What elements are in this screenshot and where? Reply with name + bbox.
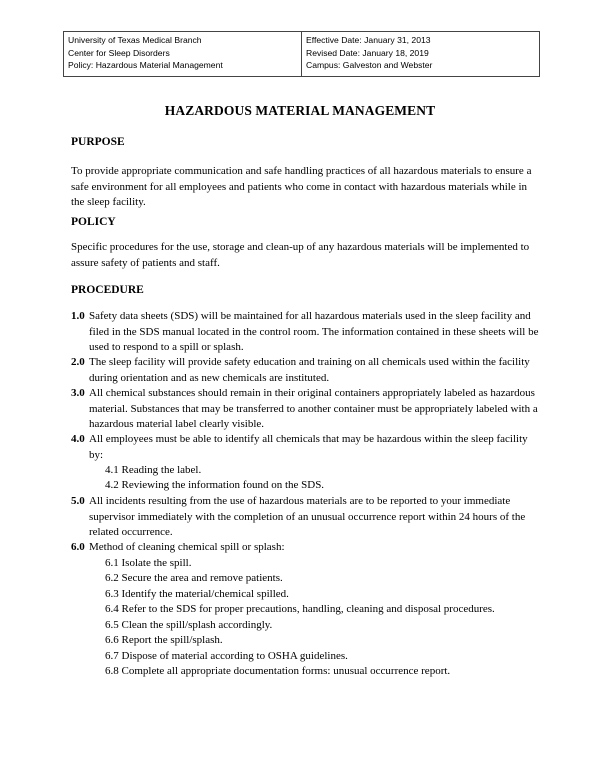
sub-item-4-1: 4.1 Reading the label. xyxy=(105,464,202,476)
procedure-item-1 xyxy=(71,309,541,356)
sub-item-6-2: 6.2 Secure the area and remove patients. xyxy=(105,572,283,584)
procedure-item-2 xyxy=(71,355,541,386)
sub-item-6-3: 6.3 Identify the material/chemical spilled. xyxy=(105,588,289,600)
procedure-item-3 xyxy=(71,386,541,433)
procedure-item-text: All employees must be able to identify all chemicals that may be hazardous within the sleep facility by: xyxy=(89,433,528,461)
procedure-item-number: 6.0 xyxy=(71,541,85,553)
sub-item-6-5: 6.5 Clean the spill/splash accordingly. xyxy=(105,619,273,631)
header-right-cell xyxy=(302,32,539,76)
procedure-item-number: 3.0 xyxy=(71,387,85,399)
sub-item-6-4: 6.4 Refer to the SDS for proper precautions, handling, cleaning and disposal procedures. xyxy=(105,603,495,615)
sub-item-6-8: 6.8 Complete all appropriate documentation forms: unusual occurrence report. xyxy=(105,665,451,677)
sub-item-6-1: 6.1 Isolate the spill. xyxy=(105,557,192,569)
sub-item-4-2: 4.2 Reviewing the information found on the SDS. xyxy=(105,479,325,491)
procedure-item-text: The sleep facility will provide safety education and training on all chemicals used within the facility during orientation and as new chemicals are instituted. xyxy=(89,356,530,384)
procedure-item-6 xyxy=(71,540,541,556)
purpose-heading: PURPOSE xyxy=(71,136,125,148)
header-institution: University of Texas Medical Branch xyxy=(68,35,202,45)
sub-item-6-6: 6.6 Report the spill/splash. xyxy=(105,634,223,646)
sub-item-6-7: 6.7 Dispose of material according to OSHA guidelines. xyxy=(105,650,348,662)
procedure-item-text: All incidents resulting from the use of hazardous materials are to be reported to your immediate supervisor immediately with the completion of an unusual occurrence report within 24 hours of the related occurrence. xyxy=(89,495,526,538)
procedure-item-text: Safety data sheets (SDS) will be maintained for all hazardous materials used in the sleep facility and filed in the SDS manual located in the control room. The information contained in these sheets will be used to respond to a spill or splash. xyxy=(89,310,539,353)
header-left-cell xyxy=(64,32,302,76)
procedure-item-number: 2.0 xyxy=(71,356,85,368)
policy-text: Specific procedures for the use, storage and clean-up of any hazardous materials will be implemented to assure safety of patients and staff. xyxy=(71,241,530,269)
header-effective-date: Effective Date: January 31, 2013 xyxy=(306,35,431,45)
header-revised-date: Revised Date: January 18, 2019 xyxy=(306,47,429,58)
purpose-text: To provide appropriate communication and safe handling practices of all hazardous materials to ensure a safe environment for all employees and patients who come in contact with hazardous materials while in the sleep facility. xyxy=(71,165,532,208)
header-campus: Campus: Galveston and Webster xyxy=(306,60,433,70)
procedure-item-5 xyxy=(71,494,541,541)
procedure-item-number: 1.0 xyxy=(71,310,85,322)
policy-heading: POLICY xyxy=(71,216,116,228)
procedure-item-number: 4.0 xyxy=(71,433,85,445)
header-department: Center for Sleep Disorders xyxy=(68,47,170,58)
procedure-item-number: 5.0 xyxy=(71,495,85,507)
procedure-item-4 xyxy=(71,432,541,463)
document-title: HAZARDOUS MATERIAL MANAGEMENT xyxy=(164,103,436,118)
procedure-item-text: All chemical substances should remain in their original containers appropriately labeled as hazardous material. Substances that may be transferred to another container must be appropriately labeled with a hazardous material label clearly visible. xyxy=(89,387,538,430)
procedure-heading: PROCEDURE xyxy=(71,284,144,296)
header-table xyxy=(63,31,540,77)
procedure-item-text: Method of cleaning chemical spill or splash: xyxy=(89,541,285,553)
header-policy: Policy: Hazardous Material Management xyxy=(68,60,223,70)
